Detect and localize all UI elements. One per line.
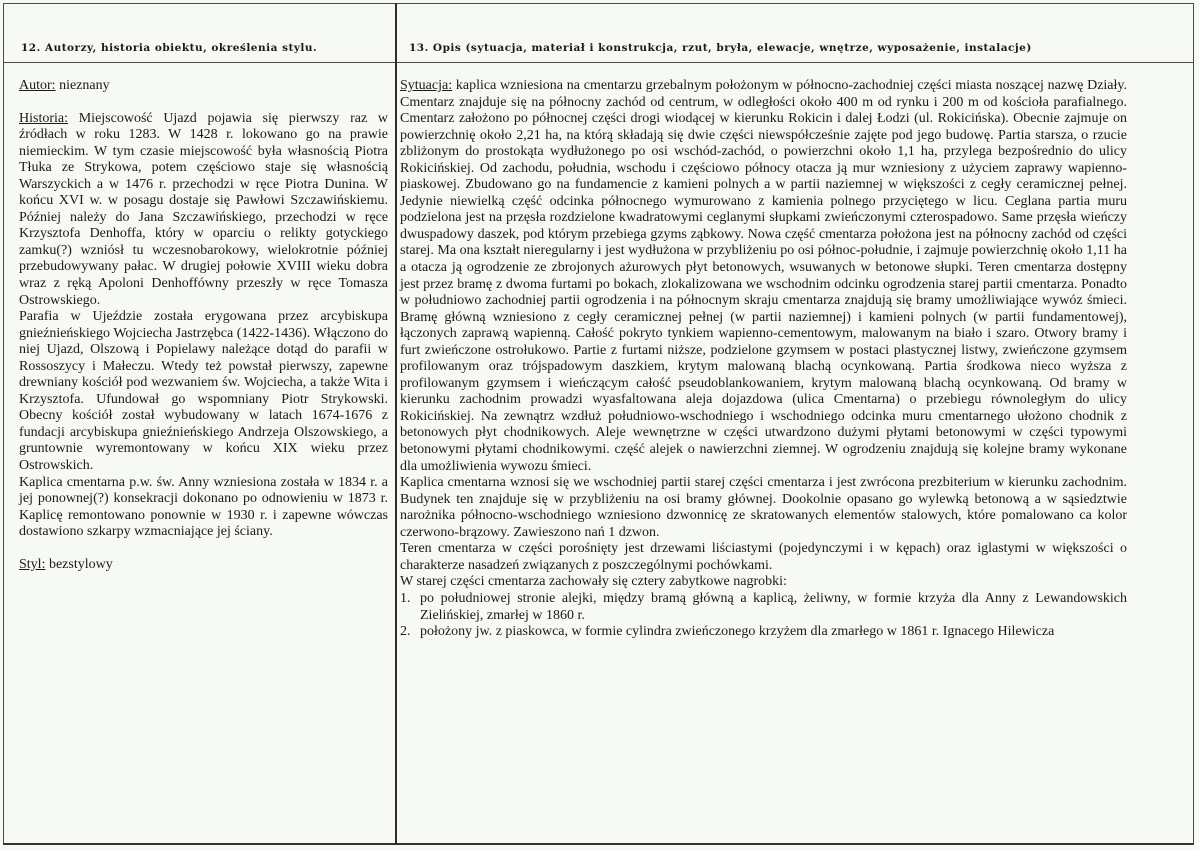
history-column	[19, 78, 388, 573]
author-line	[19, 78, 388, 95]
spacer	[19, 541, 388, 557]
graves-intro: W starej części cmentarza zachowały się cztery zabytkowe nagrobki:	[400, 574, 787, 590]
author-label: Autor:	[19, 78, 56, 93]
graves-list	[400, 591, 1127, 641]
vegetation-paragraph: Teren cmentarza w części porośnięty jest drzewami liściastymi (pojedynczymi i w kępach) oraz iglastymi w większości o charakterze nasadzeń związanych z poszczególnymi pochówkami.	[400, 541, 1127, 573]
list-item-number: 1.	[400, 590, 411, 606]
list-item	[400, 624, 1127, 641]
spacer	[19, 95, 388, 111]
style-label: Styl:	[19, 556, 46, 572]
chapel-history-paragraph: Kaplica cmentarna p.w. św. Anny wzniesiona została w 1834 r. a jej ponownej(?) konsekracji dokonano po odnowieniu w 1873 r. Kaplicę remontowano ponownie w 1930 r. i zapewne wówczas dostawiono szkarpy wzmacniające jej ściany.	[19, 474, 388, 540]
column-divider	[395, 3, 397, 845]
list-item	[400, 591, 1127, 624]
situation-text: kaplica wzniesiona na cmentarzu grzebalnym położonym w północno-zachodniej części miasta noszącej nazwę Działy. Cmentarz znajduje się na północny zachód od centrum, w odległości około 400 m od rynku i 200 m od kościoła parafialnego. Cmentarz założono po północnej części drogi wiodącej w kierunku Rokicin i dalej Łodzi (ul. Rokicińska). Obecnie zajmuje on powierzchnię około 2,21 ha, na którą składają się dwie części niewspółcześnie zajęte pod jego budowę. Partia starsza, o rzucie zbliżonym do prostokąta wydłużonego po osi wschód-zachód, o powierzchni około 1,1 ha, przylega bezpośrednio do ulicy Rokicińskiej. Od zachodu, południa, wschodu i częściowo północy otacza ją mur wzniesiony z użyciem zaprawy wapienno-piaskowej. Zbudowano go na fundamencie z kamieni polnych a w partii naziemnej w większości z cegły ceramicznej pełnej. Jedynie niewielką część odcinka północnego wymurowano z kamienia polnego przyciętego w licu. Ceglana partia muru podzielona jest na przęsła rozdzielone kwadratowymi ceglanymi słupkami zwieńczonymi czterospadowo. Same przęsła wieńczy dwuspadowy daszek, pod którym przebiega gzyms ząbkowy. Nowa część cmentarza położona jest na północny zachód od części starej. Ma ona kształt nieregularny i jest wydłużona w przybliżeniu po osi północ-południe, i zajmuje powierzchnię około 1,11 ha a otacza ją ogrodzenie ze zbrojonych ażurowych płyt betonowych, wsuwanych w betonowe słupki. Teren cmentarza dostępny jest przez bramę z dwoma furtami po bokach, zlokalizowana we wschodnim odcinku ogrodzenia starej partii cmentarza. Ponadto w południowo zachodniej partii ogrodzenia i na północnym skraju cmentarza znajdują się bramy umożliwiające wywóz śmieci. Bramę główną wzniesiono z cegły ceramicznej pełnej (w partii naziemnej) i kamieni polnych (w partii fundamentowej), łączonych zaprawą wapienną. Całość pokryto tynkiem wapienno-cementowym, malowanym na biało i szaro. Otwory bramy i furt zwieńczone ostrołukowo. Partie z furtami niższe, podzielone gzymsem w postaci plastycznej listwy, zwieńczone gzymsem profilowanym oraz trójspadowym daszkiem, krytym malowaną blachą ocynkowaną. Partia środkowa nieco wyższa z profilowanym gzymsem i wieńczącym całość pseudoblankowaniem, krytym malowaną blachą ocynkowaną. Od bramy w kierunku zachodnim prowadzi wyasfaltowana aleja dojazdowa (ulica Cmentarna) o przebiegu równoległym do ulicy Rokicińskiej. Na zewnątrz wzdłuż południowo-wschodniego i wschodniego odcinka muru cmentarnego ułożono chodnik z betonowych płyt chodnikowych. Aleje wewnętrzne w części utwardzono dużymi płytami betonowymi w części typowymi betonowymi płytami chodnikowymi. część alejek o nawierzchni ziemnej. W ogrodzeniu znajdują się kolejne bramy wykonane dla umożliwienia wywozu śmieci.	[400, 78, 1127, 474]
list-item-number: 2.	[400, 624, 411, 640]
list-item-text: położony jw. z piaskowca, w formie cylindra zwieńczonego krzyżem dla zmarłego w 1861 r. Ignacego Hilewicza	[420, 624, 1055, 640]
header-row	[3, 3, 1194, 63]
style-line	[19, 557, 388, 574]
author-value: nieznany	[55, 78, 110, 93]
parish-paragraph: Parafia w Ujeździe została erygowana przez arcybiskupa gnieźnieńskiego Wojciecha Jastrzębca (1422-1436). Włączono do niej Ujazd, Olszową i Popielawy należące dotąd do parafii w Rossoszycy i Małeczu. Wtedy też powstał pierwszy, zapewne drewniany kościół pod wezwaniem św. Wojciecha, a także Wita i Krzysztofa. Ufundował go wspomniany Piotr Strykowski. Obecny kościół został wybudowany w latach 1674-1676 z fundacji arcybiskupa gnieźnieńskiego Andrzeja Olszowskiego, a gruntownie wyremontowany w końcu XIX wieku przez Ostrowskich.	[19, 309, 388, 474]
history-label: Historia:	[19, 110, 68, 126]
situation-label: Sytuacja:	[400, 78, 453, 93]
section-12-heading: 12. Autorzy, historia obiektu, określenia stylu.	[21, 42, 318, 54]
situation-paragraph	[400, 78, 1127, 475]
style-value: bezstylowy	[45, 556, 113, 572]
list-item-text: po południowej stronie alejki, między bramą główną a kaplicą, żeliwny, w formie krzyża dla Anny z Lewandowskich Zielińskiej, zmarłej w 1860 r.	[420, 590, 1127, 623]
chapel-description-paragraph: Kaplica cmentarna wznosi się we wschodniej partii starej części cmentarza i jest zwrócona prezbiterium w kierunku zachodnim. Budynek ten znajduje się w przybliżeniu na osi bramy głównej. Dookolnie opasano go wylewką betonową a w sąsiedztwie narożnika północno-wschodniego wzniesiono dzwonnicę ze skratowanych elementów stalowych, które pomalowano ca kolor czerwono-brązowy. Zawieszono nań 1 dzwon.	[400, 475, 1127, 540]
description-column	[400, 78, 1127, 641]
history-text: Miejscowość Ujazd pojawia się pierwszy raz w źródłach w roku 1283. W 1428 r. lokowano go na prawie niemieckim. W tym czasie miejscowość była własnością Piotra Tłuka ze Strykowa, potem częściowo staje się własnością Warszyckich a w 1476 r. przechodzi w ręce Piotra Dunina. W końcu XVI w. w posagu dostaje się Pawłowi Szczawińskiemu. Później należy do Jana Szczawińskiego, przechodzi w ręce Krzysztofa Denhoffa, który w oparciu o relikty gotyckiego zamku(?) wzniósł tu wczesnobarokowy, wielokrotnie później przebudowywany pałac. W drugiej połowie XVIII wieku dobra wraz z ręką Apoloni Denhoffówny przeszły w ręce Tomasza Ostrowskiego.	[19, 110, 388, 308]
history-paragraph	[19, 111, 388, 310]
section-13-heading: 13. Opis (sytuacja, materiał i konstrukcja, rzut, bryła, elewacje, wnętrze, wyposażenie, instalacje)	[409, 42, 1032, 54]
